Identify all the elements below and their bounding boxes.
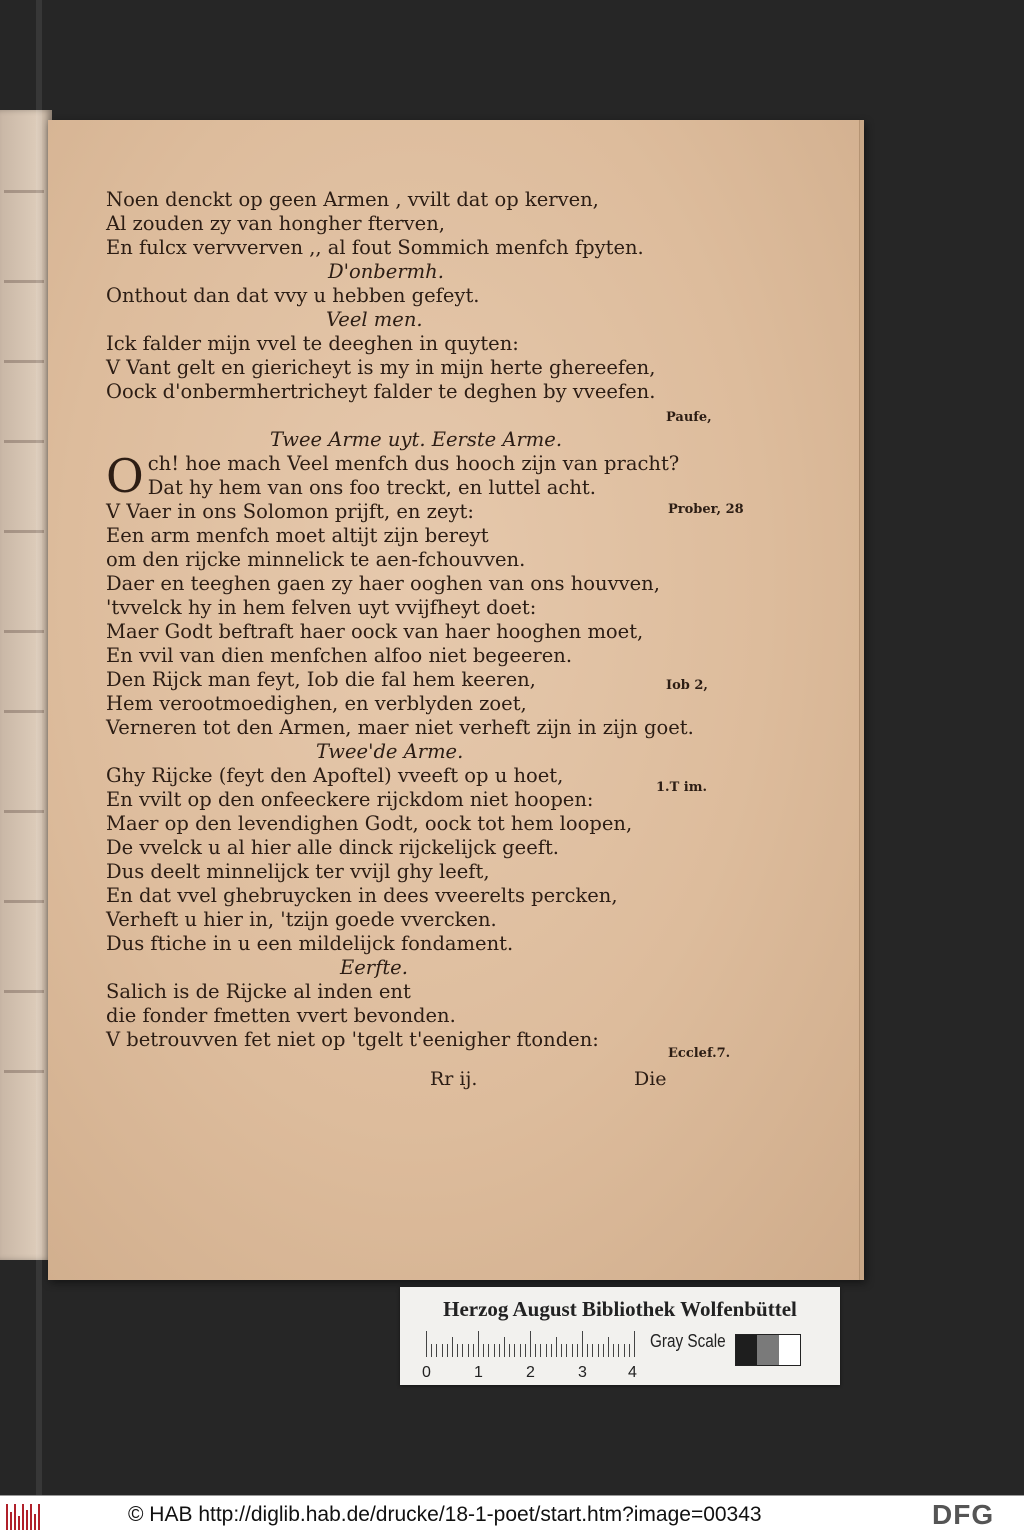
ruler-tick <box>629 1344 630 1357</box>
verse-line: Dus ftiche in u een mildelijck fondament. <box>106 932 514 955</box>
verse-line: Ghy Rijcke (feyt den Apoftel) vveeft op u hoet, <box>106 764 564 787</box>
logo-bar <box>26 1510 28 1530</box>
verse-line: Een arm menfch moet altijt zijn bereyt <box>106 524 489 547</box>
ruler-tick <box>462 1344 463 1357</box>
dfg-logo: DFG <box>932 1499 995 1530</box>
viewer-footer <box>0 1495 1024 1536</box>
ruler-tick <box>566 1344 567 1357</box>
ruler-tick <box>504 1337 505 1357</box>
speaker-label: D'onbermh. <box>328 260 444 283</box>
ruler-number: 2 <box>526 1364 535 1381</box>
book-page <box>48 120 864 1280</box>
ruler-tick <box>520 1344 521 1357</box>
verse-line: Dat hy hem van ons foo treckt, en luttel acht. <box>147 476 596 499</box>
ruler-tick <box>592 1344 593 1357</box>
ruler-tick <box>452 1337 453 1357</box>
verse-line: En fulcx vervverven ,, al fout Sommich menfch fpyten. <box>106 236 644 259</box>
ruler-tick <box>457 1344 458 1357</box>
ruler-tick <box>473 1344 474 1357</box>
hab-logo-icon <box>6 1502 46 1530</box>
verse-line: om den rijcke minnelick te aen-fchouvven. <box>106 548 526 571</box>
ruler-tick <box>535 1344 536 1357</box>
ruler-number: 1 <box>474 1364 483 1381</box>
signature-mark: Rr ij. <box>430 1068 478 1090</box>
verse-line: Den Rijck man feyt, Iob die fal hem keeren, <box>106 668 536 691</box>
ruler-tick <box>494 1344 495 1357</box>
logo-bar <box>18 1516 20 1530</box>
blank-line <box>106 404 666 428</box>
verse-line: De vvelck u al hier alle dinck rijckelijck geeft. <box>106 836 559 859</box>
logo-bar <box>22 1504 24 1530</box>
glass-strip <box>36 0 42 1535</box>
speaker-label: Veel men. <box>326 308 423 331</box>
logo-bar <box>38 1504 40 1530</box>
ruler-number: 4 <box>628 1364 637 1381</box>
verse-line: En vvil van dien menfchen alfoo niet begeeren. <box>106 644 573 667</box>
gray-scale-swatches <box>735 1334 801 1366</box>
verse-line: Daer en teeghen gaen zy haer ooghen van ons houvven, <box>106 572 660 595</box>
logo-bar <box>6 1504 8 1530</box>
ruler-tick <box>561 1344 562 1357</box>
ruler-tick <box>582 1331 583 1357</box>
margin-note-proverbs: Prober, 28 <box>668 502 744 517</box>
drop-cap: O <box>106 449 144 503</box>
gray-scale-label: Gray Scale <box>650 1331 726 1351</box>
speaker-label: Eerfte. <box>340 956 408 979</box>
ruler-number: 3 <box>578 1364 587 1381</box>
ruler-tick <box>431 1344 432 1357</box>
ruler-tick <box>634 1331 635 1357</box>
verse-line: Maer Godt beftraft haer oock van haer hooghen moet, <box>106 620 644 643</box>
verse-line: Dus deelt minnelijck ter vvijl ghy leeft, <box>106 860 490 883</box>
ruler-tick <box>598 1344 599 1357</box>
ruler-tick <box>587 1344 588 1357</box>
logo-bar <box>34 1514 36 1530</box>
ruler-tick <box>488 1344 489 1357</box>
ruler-tick <box>551 1344 552 1357</box>
logo-bar <box>14 1504 16 1530</box>
logo-bar <box>10 1512 12 1530</box>
ruler-number: 0 <box>422 1364 431 1381</box>
verse-line: Maer op den levendighen Godt, oock tot hem loopen, <box>106 812 633 835</box>
ruler-tick <box>608 1337 609 1357</box>
ruler-tick <box>514 1344 515 1357</box>
swatch-gray <box>757 1335 778 1365</box>
verse-line: Verneren tot den Armen, maer niet verheft zijn in zijn goet. <box>106 716 694 739</box>
ruler-tick <box>468 1344 469 1357</box>
verse-text: ch! hoe mach Veel menfch dus hooch zijn van pracht? <box>147 452 680 475</box>
speaker-label: Twee'de Arme. <box>316 740 464 763</box>
verse-line: Al zouden zy van hongher fterven, <box>106 212 445 235</box>
ruler-tick <box>426 1331 427 1357</box>
verse-line: En vvilt op den onfeeckere rijckdom niet hoopen: <box>106 788 594 811</box>
logo-bar <box>30 1504 32 1530</box>
verse-line: V betrouvven fet niet op 'tgelt t'eenigher ftonden: <box>106 1028 599 1051</box>
ruler-tick <box>546 1344 547 1357</box>
ruler-tick <box>525 1344 526 1357</box>
color-calibration-card <box>400 1287 840 1385</box>
verse-line: Hem verootmoedighen, en verblyden zoet, <box>106 692 527 715</box>
ruler-tick <box>613 1344 614 1357</box>
ruler-tick <box>618 1344 619 1357</box>
ruler-tick <box>478 1331 479 1357</box>
verse-line: Noen denckt op geen Armen , vvilt dat op kerven, <box>106 188 599 211</box>
swatch-black <box>736 1335 757 1365</box>
verse-line: V Vaer in ons Solomon prijft, en zeyt: <box>106 500 474 523</box>
ruler-tick <box>603 1344 604 1357</box>
ruler-tick <box>577 1344 578 1357</box>
ruler-tick <box>436 1344 437 1357</box>
verse-line: 'tvvelck hy in hem felven uyt vvijfheyt doet: <box>106 596 537 619</box>
facing-page-edge <box>0 110 52 1260</box>
verse-line: En dat vvel ghebruycken in dees vveerelts percken, <box>106 884 618 907</box>
ruler-tick <box>556 1337 557 1357</box>
ruler-tick <box>530 1331 531 1357</box>
copyright-link[interactable]: © HAB http://diglib.hab.de/drucke/18-1-poet/start.htm?image=00343 <box>128 1503 762 1526</box>
margin-note-timothy: 1.T im. <box>656 780 707 795</box>
margin-note-pause: Paufe, <box>666 410 712 425</box>
ruler-tick <box>447 1344 448 1357</box>
verse-line: Salich is de Rijcke al inden ent <box>106 980 411 1003</box>
ruler-tick <box>509 1344 510 1357</box>
ruler-tick <box>483 1344 484 1357</box>
verse-line: Onthout dan dat vvy u hebben gefeyt. <box>106 284 480 307</box>
ruler-tick <box>499 1344 500 1357</box>
margin-note-ecclesiastes: Ecclef.7. <box>668 1046 731 1061</box>
verse-line: Oock d'onbermhertricheyt falder te deghen by vveefen. <box>106 380 656 403</box>
swatch-white <box>779 1335 800 1365</box>
ruler-tick <box>572 1344 573 1357</box>
speaker-label: Twee Arme uyt. Eerste Arme. <box>270 428 563 451</box>
verse-line: Verheft u hier in, 'tzijn goede vvercken. <box>106 908 497 931</box>
library-name: Herzog August Bibliothek Wolfenbüttel <box>443 1297 797 1321</box>
margin-note-job: Iob 2, <box>666 678 708 693</box>
ruler-tick <box>624 1344 625 1357</box>
ruler-scale <box>426 1329 638 1357</box>
ruler-tick <box>442 1344 443 1357</box>
verse-line: Ick falder mijn vvel te deeghen in quyten: <box>106 332 519 355</box>
catchword: Die <box>634 1068 667 1090</box>
verse-line: V Vant gelt en giericheyt is my in mijn herte ghereefen, <box>106 356 656 379</box>
ruler-tick <box>540 1344 541 1357</box>
verse-line: die fonder fmetten vvert bevonden. <box>106 1004 456 1027</box>
